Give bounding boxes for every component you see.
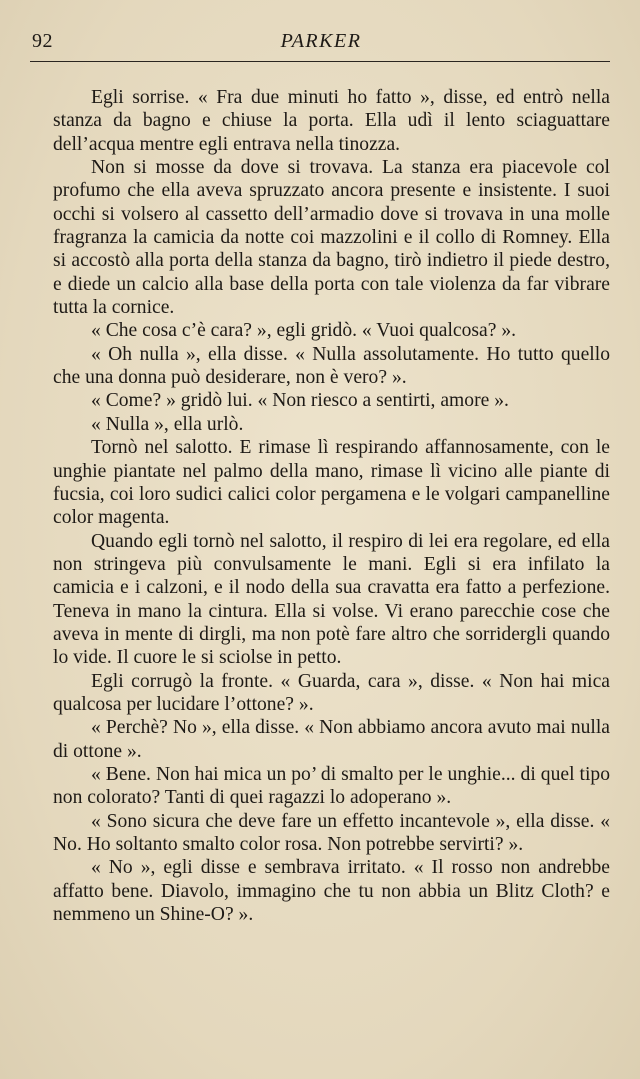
- paragraph: Egli sorrise. « Fra due minuti ho fatto », disse, ed entrò nella stanza da bagno e chiuse la porta. Ella udì il lento sciaguattare dell’acqua mentre egli entrava nella tinozza.: [53, 87, 610, 155]
- paragraph: « No », egli disse e sembrava irritato. « Il rosso non andrebbe affatto bene. Diavolo, immagino che tu non abbia un Blitz Cloth? e nemmeno un Shine-O? ».: [53, 857, 610, 926]
- running-head: PARKER: [280, 30, 362, 52]
- paragraph: « Bene. Non hai mica un po’ di smalto per le unghie... di quel tipo non colorato? Tanti di quei ragazzi lo adoperano ».: [53, 763, 610, 809]
- paragraph: Non si mosse da dove si trovava. La stanza era piacevole col profumo che ella aveva spruzzato ancora presente e insistente. I suoi occhi si volsero al cassetto dell’armadio dove si trovava in una molle fragranza la camicia da notte coi mazzolini e il collo di Romney. Ella si accostò alla porta della stanza da bagno, tirò indietro il piede destro, e diede un calcio alla base della porta con tale violenza da far vibrare tutta la cornice.: [53, 157, 610, 319]
- paragraph: Egli corrugò la fronte. « Guarda, cara », disse. « Non hai mica qualcosa per lucidare l’ottone? ».: [53, 670, 610, 715]
- header-rule: [30, 61, 610, 62]
- body-text: [53, 86, 610, 926]
- paragraph: Quando egli tornò nel salotto, il respiro di lei era regolare, ed ella non stringeva più convulsamente le mani. Egli si era infilato la camicia e i calzoni, e il nodo della sua cravatta era fatto a perfezione. Teneva in mano la cintura. Ella si volse. Vi erano parecchie cose che aveva in mente di dirgli, ma non potè fare altro che sorridergli quando lo vide. Il cuore le si sciolse in petto.: [53, 530, 610, 669]
- paragraph: « Perchè? No », ella disse. « Non abbiamo ancora avuto mai nulla di ottone ».: [53, 717, 610, 762]
- page-number: 92: [32, 30, 53, 52]
- paragraph: « Che cosa c’è cara? », egli gridò. « Vuoi qualcosa? ».: [91, 320, 517, 342]
- paragraph: « Nulla », ella urlò.: [91, 413, 244, 435]
- paragraph: « Sono sicura che deve fare un effetto incantevole », ella disse. « No. Ho soltanto smalto color rosa. Non potrebbe servirti? ».: [53, 810, 610, 855]
- paragraph: « Oh nulla », ella disse. « Nulla assolutamente. Ho tutto quello che una donna può desiderare, non è vero? ».: [53, 343, 610, 389]
- paragraph: Tornò nel salotto. E rimase lì respirando affannosamente, con le unghie piantate nel palmo della mano, rimase lì vicino alle piante di fucsia, coi loro sudici calici color pergamena e le volgari campanelline color magenta.: [53, 437, 610, 529]
- page-header: [32, 30, 610, 58]
- paragraph: « Come? » gridò lui. « Non riesco a sentirti, amore ».: [91, 390, 509, 412]
